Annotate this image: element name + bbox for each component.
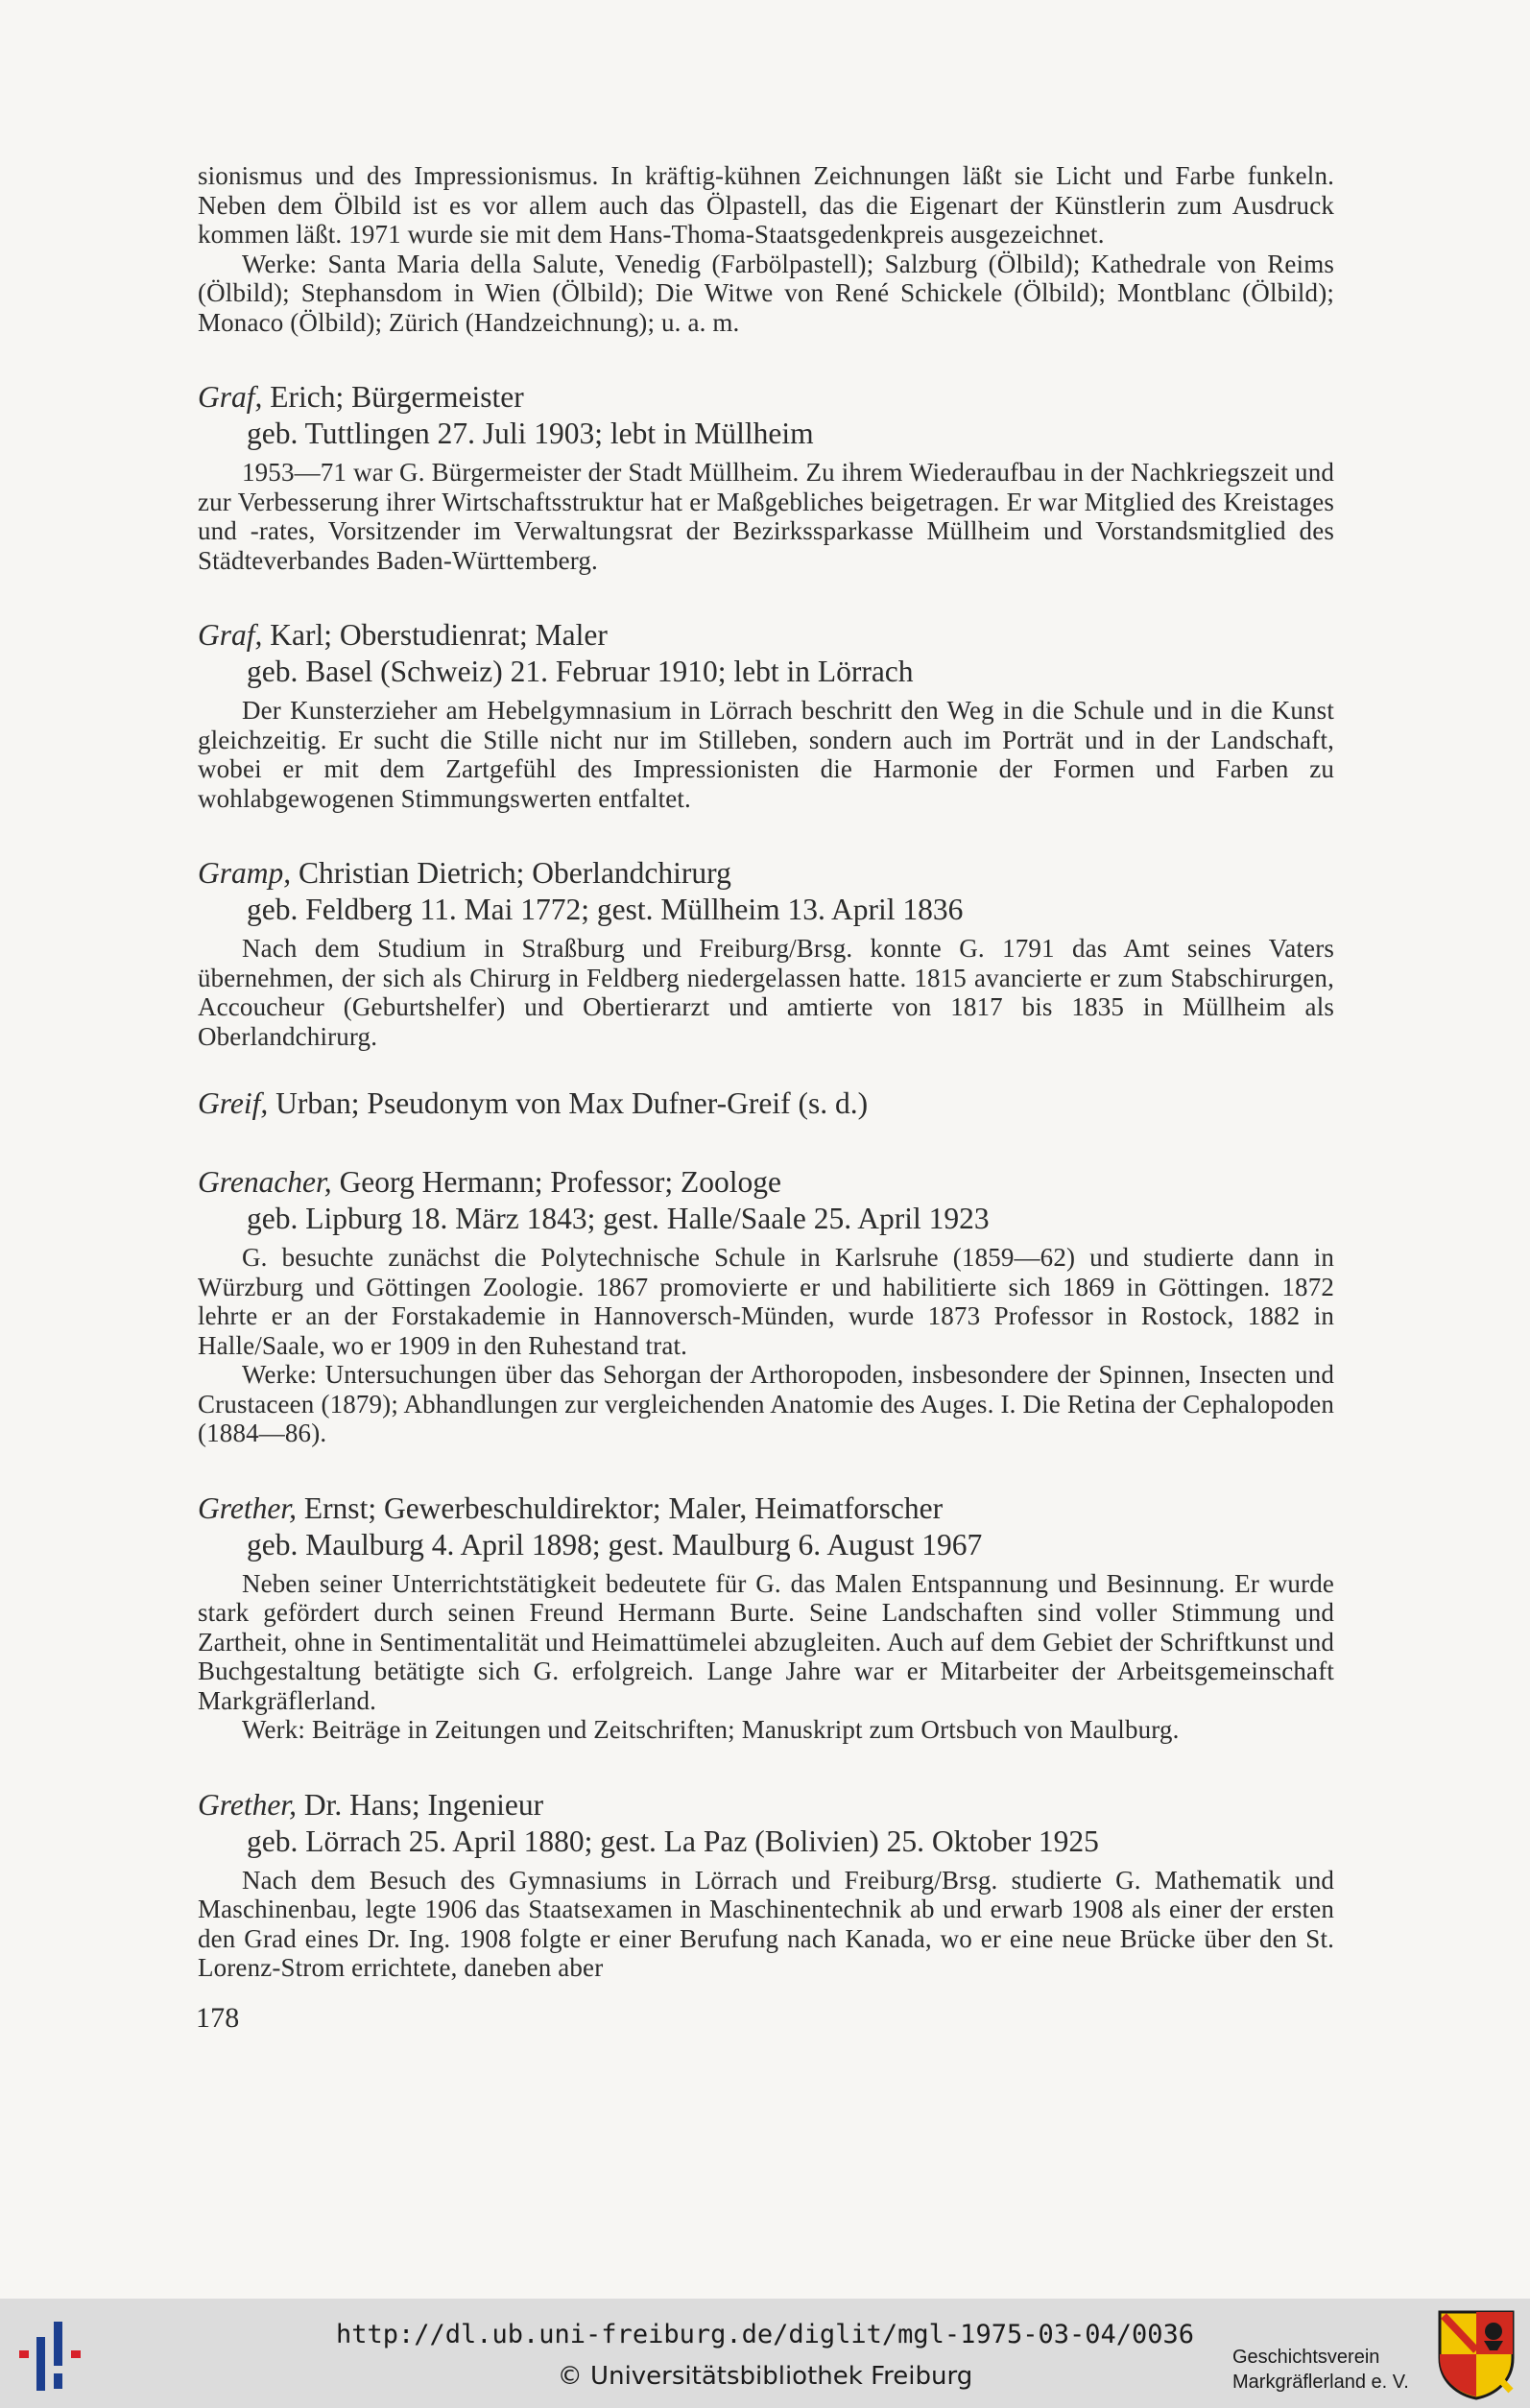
footer-society-name	[1232, 2345, 1409, 2395]
entry-life-dates: geb. Tuttlingen 27. Juli 1903; lebt in Müllheim	[247, 417, 814, 450]
entry-name: Erich; Bürgermeister	[262, 380, 524, 414]
entry-heading	[198, 1085, 1334, 1122]
entry-surname: Grether,	[198, 1787, 297, 1822]
entry-heading	[198, 379, 1334, 416]
society-line-1: Geschichtsverein	[1232, 2347, 1380, 2368]
entry-graf-erich	[198, 379, 1334, 575]
entry-paragraph: G. besuchte zunächst die Polytechnische Schule in Karlsruhe (1859—62) und studierte dann in Würzburg und Göttingen Zoologie. 1867 promovierte er und habilitierte sich 1869 in Göttingen. 1872 lehrte er an der Forstakademie in Hannoversch-Münden, wurde 1873 Professor in Rostock, 1882 in Halle/Saale, wo er 1909 in den Ruhestand trat.	[198, 1243, 1334, 1360]
intro-paragraph: sionismus und des Impressionismus. In kräftig-kühnen Zeichnungen läßt sie Licht und Farbe funkeln. Neben dem Ölbild ist es vor allem auch das Ölpastell, das die Eigenart der Künstlerin zum Ausdruck kommen läßt. 1971 wurde sie mit dem Hans-Thoma-Staatsgedenkpreis ausgezeichnet.	[198, 161, 1334, 249]
entry-surname: Grether,	[198, 1490, 297, 1525]
entry-graf-karl	[198, 617, 1334, 813]
entry-heading	[198, 1164, 1334, 1201]
entry-life-dates: geb. Maulburg 4. April 1898; gest. Maulburg 6. August 1967	[247, 1527, 983, 1562]
page-number: 178	[196, 2002, 240, 2034]
entry-name: Georg Hermann; Professor; Zoologe	[331, 1165, 782, 1199]
entry-heading	[198, 617, 1334, 654]
entry-surname: Gramp,	[198, 856, 292, 890]
entry-gramp-christian	[198, 855, 1334, 1051]
entry-name: Christian Dietrich; Oberlandchirurg	[291, 856, 731, 890]
entry-surname: Graf,	[198, 380, 263, 414]
entry-works: Werk: Beiträge in Zeitungen und Zeitschriften; Manuskript zum Ortsbuch von Maulburg.	[242, 1715, 1180, 1744]
entry-name: Ernst; Gewerbeschuldirektor; Maler, Heimatforscher	[296, 1490, 944, 1525]
entry-paragraph: Neben seiner Unterrichtstätigkeit bedeutete für G. das Malen Entspannung und Besinnung. Er wurde stark gefördert durch seinen Freund Hermann Burte. Seine Landschaften sind voller Stimmung und Zartheit, ohne in Sentimentalität und Heimattümelei abzugleiten. Auch auf dem Gebiet der Schriftkunst und Buchgestaltung betätigte sich G. erfolgreich. Lange Jahre war er Mitarbeiter der Arbeitsgemeinschaft Markgräflerland.	[198, 1568, 1334, 1715]
entry-name: Dr. Hans; Ingenieur	[296, 1787, 544, 1822]
entry-life-dates: geb. Lipburg 18. März 1843; gest. Halle/Saale 25. April 1923	[247, 1202, 990, 1235]
entry-heading	[198, 1787, 1334, 1824]
document-page	[198, 161, 1334, 1983]
entry-heading	[198, 855, 1334, 892]
society-line-2: Markgräflerland e. V.	[1232, 2372, 1409, 2393]
footer-bar	[0, 2299, 1530, 2408]
entry-life-dates: geb. Feldberg 11. Mai 1772; gest. Müllheim 13. April 1836	[247, 893, 964, 926]
intro-works: Werke: Santa Maria della Salute, Venedig (Farbölpastell); Salzburg (Ölbild); Kathedrale von Reims (Ölbild); Stephansdom in Wien (Ölbild); Die Witwe von René Schickele (Ölbild); Montblanc (Ölbild); Monaco (Ölbild); Zürich (Handzeichnung); u. a. m.	[198, 249, 1334, 337]
entry-life-dates: geb. Basel (Schweiz) 21. Februar 1910; lebt in Lörrach	[247, 655, 914, 688]
entry-grether-hans	[198, 1787, 1334, 1983]
entry-paragraph: Nach dem Besuch des Gymnasiums in Lörrach und Freiburg/Brsg. studierte G. Mathematik und Maschinenbau, legte 1906 das Staatsexamen in Maschinentechnik ab und erwarb 1908 als einer der ersten den Grad eines Dr. Ing. 1908 folgte er einer Berufung nach Kanada, wo er eine neue Brücke über den St. Lorenz-Strom errichtete, daneben aber	[198, 1865, 1334, 1982]
entry-greif-urban	[198, 1085, 1334, 1122]
coat-of-arms-icon	[1436, 2308, 1517, 2400]
entry-paragraph: 1953—71 war G. Bürgermeister der Stadt Müllheim. Zu ihrem Wiederaufbau in der Nachkriegszeit und zur Verbesserung ihrer Wirtschaftsstruktur hat er Maßgebliches beigetragen. Er war Mitglied des Kreistages und -rates, Vorsitzender im Verwaltungsrat der Bezirkssparkasse Müllheim und Vorstandsmitglied des Städteverbandes Baden-Württemberg.	[198, 458, 1334, 575]
entry-heading	[198, 1490, 1334, 1527]
entry-name: Urban; Pseudonym von Max Dufner-Greif (s. d.)	[268, 1086, 869, 1120]
entry-grether-ernst	[198, 1490, 1334, 1745]
entry-works: Werke: Untersuchungen über das Sehorgan der Arthoropoden, insbesondere der Spinnen, Insecten und Crustaceen (1879); Abhandlungen zur vergleichenden Anatomie des Auges. I. Die Retina der Cephalopoden (1884—86).	[198, 1360, 1334, 1447]
entry-paragraph: Der Kunsterzieher am Hebelgymnasium in Lörrach beschritt den Weg in die Schule und in die Kunst gleichzeitig. Er sucht die Stille nicht nur im Stilleben, sondern auch im Porträt und in der Landschaft, wobei er mit dem Zartgefühl des Impressionisten die Harmonie der Formen und Farben zu wohlabgewogenen Stimmungswerten entfaltet.	[198, 696, 1334, 813]
footer-permalink[interactable]: http://dl.ub.uni-freiburg.de/diglit/mgl-1975-03-04/0036	[335, 2320, 1195, 2349]
entry-surname: Grenacher,	[198, 1165, 332, 1199]
entry-life-dates: geb. Lörrach 25. April 1880; gest. La Paz (Bolivien) 25. Oktober 1925	[247, 1824, 1099, 1858]
entry-surname: Greif,	[198, 1086, 269, 1120]
footer-copyright: © Universitätsbibliothek Freiburg	[557, 2362, 973, 2391]
entry-surname: Graf,	[198, 618, 263, 652]
entry-name: Karl; Oberstudienrat; Maler	[262, 618, 608, 652]
entry-grenacher-georg	[198, 1164, 1334, 1448]
entry-paragraph: Nach dem Studium in Straßburg und Freiburg/Brsg. konnte G. 1791 das Amt seines Vaters übernehmen, der sich als Chirurg in Feldberg niedergelassen hatte. 1815 avancierte er zum Stabschirurgen, Accoucheur (Geburtshelfer) und Obertierarzt und amtierte von 1817 bis 1835 in Müllheim als Oberlandchirurg.	[198, 934, 1334, 1051]
